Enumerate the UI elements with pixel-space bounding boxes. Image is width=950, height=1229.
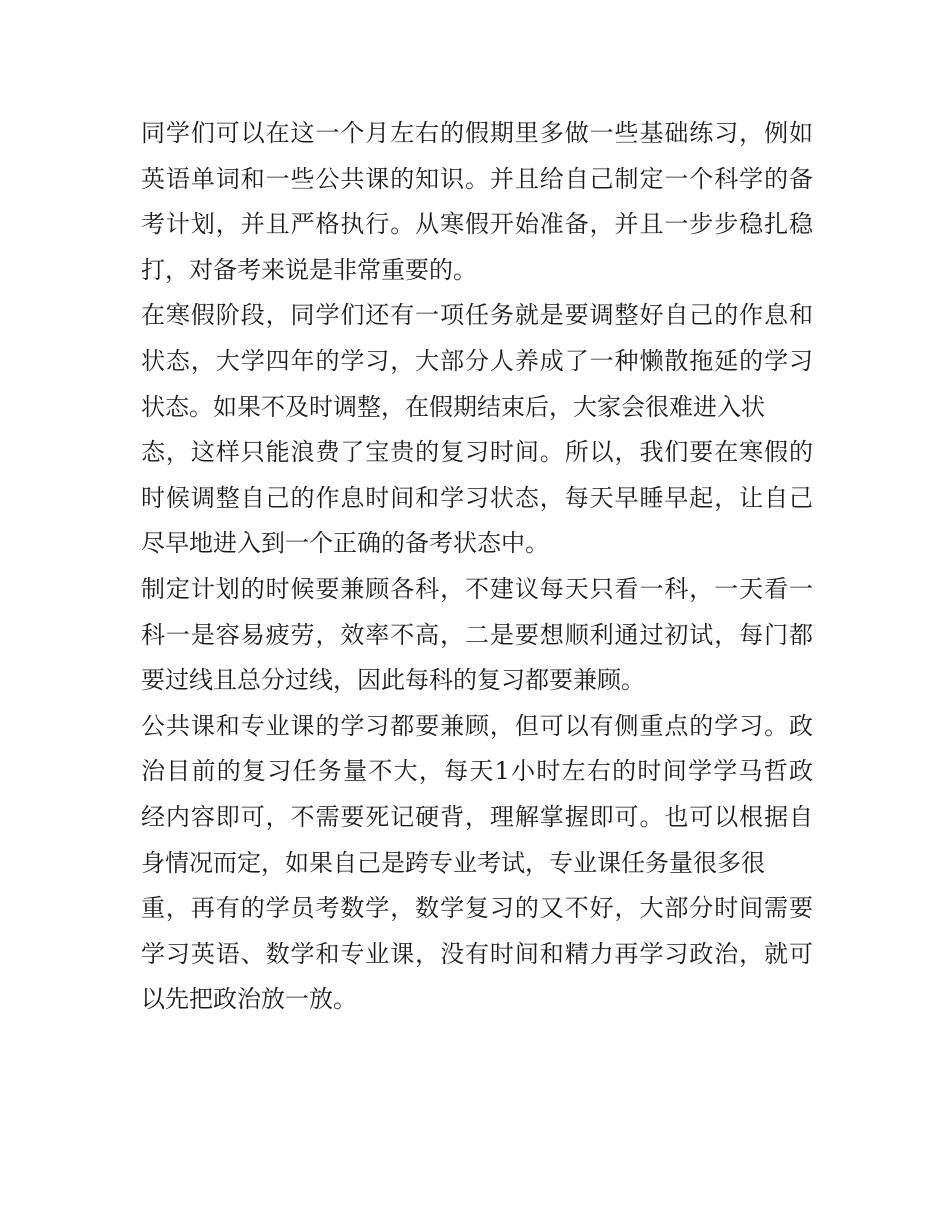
paragraph-line: 考计划，并且严格执行。从寒假开始准备，并且一步步稳扎稳 [141,210,813,239]
paragraph-line: 状态。如果不及时调整，在假期结束后，大家会很难进入状 [141,392,765,421]
paragraph-2 [141,293,813,567]
paragraph-line: 同学们可以在这一个月左右的假期里多做一些基础练习，例如 [141,119,813,147]
paragraph-line: 科一是容易疲劳，效率不高，二是要想顺利通过初试，每门都 [141,620,813,649]
paragraph-line: 身情况而定，如果自己是跨专业考试，专业课任务量很多很 [141,848,765,877]
paragraph-line: 状态，大学四年的学习，大部分人养成了一种懒散拖延的学习 [141,346,813,375]
paragraph-line: 制定计划的时候要兼顾各科，不建议每天只看一科，一天看一 [141,574,813,603]
paragraph-line: 态，这样只能浪费了宝贵的复习时间。所以，我们要在寒假的 [141,438,813,467]
paragraph-line: 重，再有的学员考数学，数学复习的又不好，大部分时间需要 [141,894,813,923]
paragraph-line: 打，对备考来说是非常重要的。 [141,255,477,284]
paragraph-line: 时候调整自己的作息时间和学习状态，每天早睡早起，让自己 [141,483,813,512]
paragraph-line: 要过线且总分过线，因此每科的复习都要兼顾。 [141,666,645,695]
paragraph-line: 尽早地进入到一个正确的备考状态中。 [141,529,549,558]
paragraph-line: 在寒假阶段，同学们还有一项任务就是要调整好自己的作息和 [141,301,813,330]
paragraph-line: 经内容即可，不需要死记硬背，理解掌握即可。也可以根据自 [141,802,813,831]
paragraph-line: 以先把政治放一放。 [141,985,357,1014]
body-text [141,111,813,1023]
paragraph-3 [141,567,813,704]
paragraph-line: 公共课和专业课的学习都要兼顾，但可以有侧重点的学习。政 [141,711,813,740]
paragraph-line: 学习英语、数学和专业课，没有时间和精力再学习政治，就可 [141,939,813,968]
paragraph-line: 治目前的复习任务量不大，每天1小时左右的时间学学马哲政 [141,757,813,786]
paragraph-1 [141,111,813,293]
paragraph-line: 英语单词和一些公共课的知识。并且给自己制定一个科学的备 [141,164,813,193]
paragraph-4 [141,704,813,1023]
